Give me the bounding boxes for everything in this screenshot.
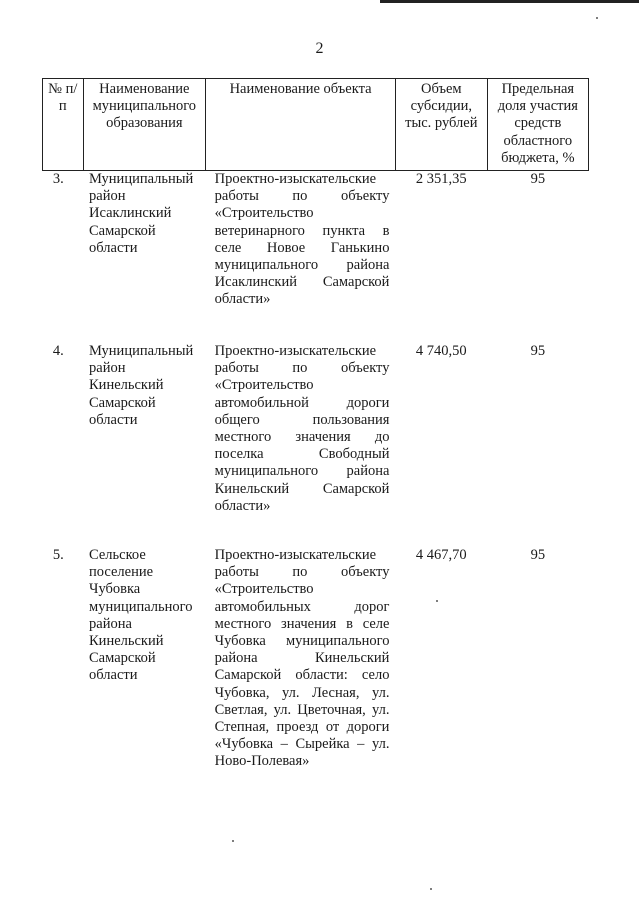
- row-number: 5.: [52, 547, 64, 564]
- row-number: 4.: [52, 343, 64, 360]
- header-number: № п/п: [43, 79, 84, 171]
- row-municipality: Сельское поселение Чубовка муниципального района Кинельский Самарской области: [89, 547, 193, 684]
- page-number: 2: [315, 40, 324, 57]
- row-subsidy: 4 740,50: [415, 343, 467, 360]
- row-share: 95: [530, 343, 546, 360]
- row-share: 95: [530, 171, 546, 188]
- table-row: [43, 547, 589, 771]
- row-object: Проектно-изыскательские работы по объекту «Строительство автомобильной дороги общего пользования местного значения до поселка Свободный муниципального района Кинельский Самарской области»: [214, 343, 390, 514]
- table-header-row: [43, 79, 589, 171]
- header-municipality: Наименование муниципального образования: [83, 79, 206, 171]
- row-object: Проектно-изыскательские работы по объекту «Строительство автомобильных дорог местного значения в селе Чубовка муниципального района Кинельский Самарской области: село Чубовка, ул. Лесная, ул. Светлая, ул. Цветочная, ул. Степная, проезд от дороги «Чубовка – Сырейка – ул. Ново-Полевая»: [214, 547, 390, 770]
- scan-speck: [232, 840, 234, 842]
- row-municipality: Муниципальный район Кинельский Самарской области: [89, 343, 194, 428]
- row-municipality: Муниципальный район Исаклинский Самарской области: [89, 171, 194, 256]
- row-subsidy: 4 467,70: [415, 547, 467, 564]
- row-subsidy: 2 351,35: [415, 171, 467, 188]
- scan-edge-line: [380, 0, 639, 3]
- row-share: 95: [530, 547, 546, 564]
- header-subsidy: Объем субсидии, тыс. рублей: [395, 79, 487, 171]
- header-share: Предельная доля участия средств областного бюджета, %: [487, 79, 588, 171]
- table-row: [43, 171, 589, 344]
- scan-speck: [596, 17, 598, 19]
- table-row: [43, 343, 589, 547]
- header-object: Наименование объекта: [206, 79, 396, 171]
- scan-speck: [436, 600, 438, 602]
- subsidy-table: [42, 78, 589, 771]
- scan-speck: [430, 888, 432, 890]
- row-object: Проектно-изыскательские работы по объекту «Строительство ветеринарного пункта в селе Новое Ганькино муниципального района Исаклинский Самарской области»: [214, 171, 390, 308]
- row-number: 3.: [52, 171, 64, 188]
